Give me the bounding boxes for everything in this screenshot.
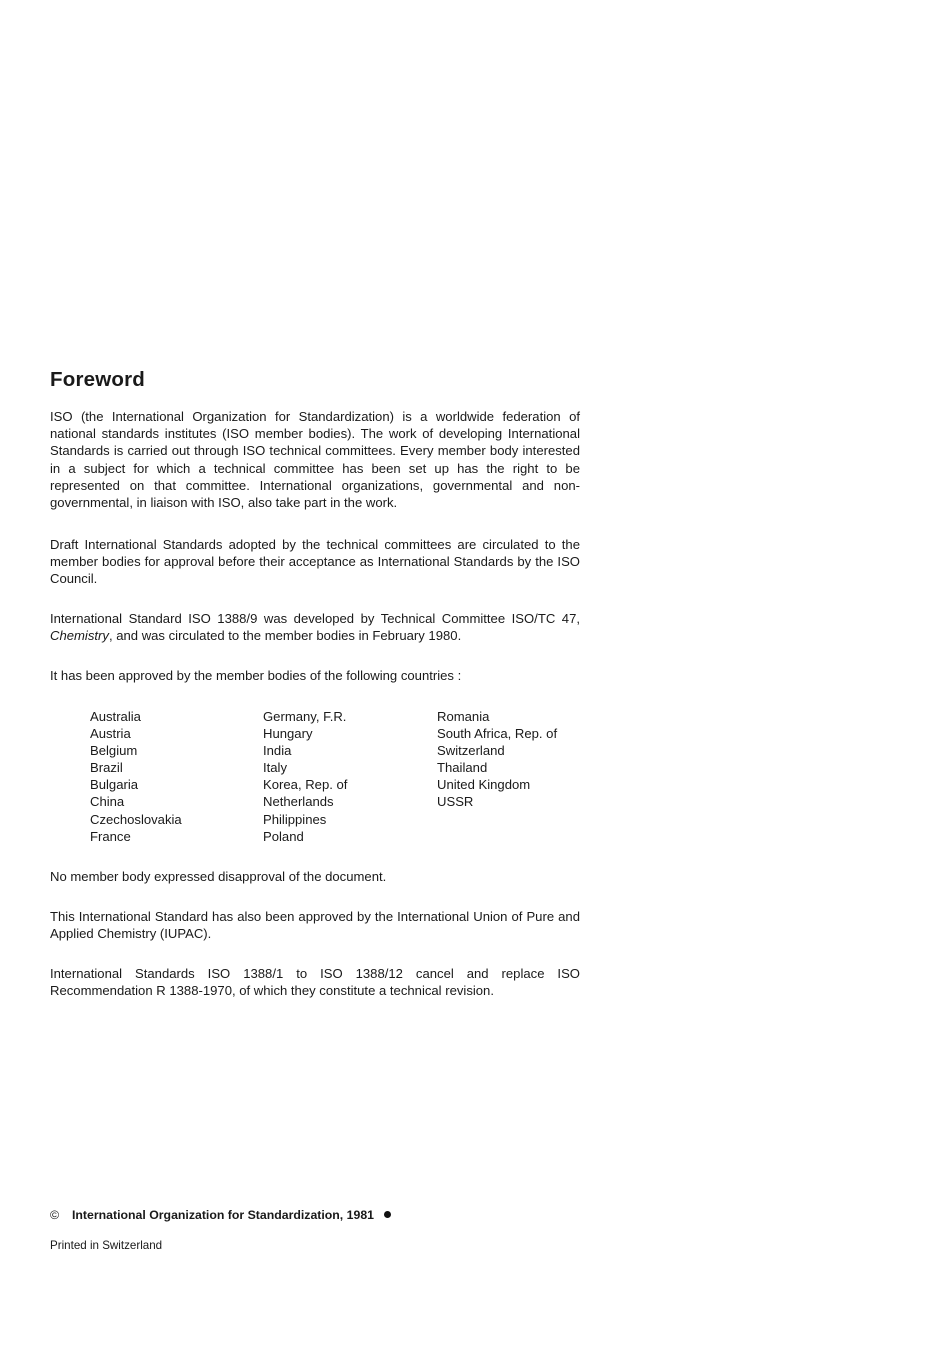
paragraph-development-text-2: , and was circulated to the member bodies in February 1980. [108,628,462,644]
country-item: Bulgaria [90,777,139,793]
country-item: USSR [437,794,474,810]
country-item: Poland [263,828,304,844]
paragraph-approval: It has been approved by the member bodies of the following countries : [50,668,462,683]
country-item: South Africa, Rep. of [437,726,558,742]
paragraph-draft-standards: Draft International Standards adopted by the technical committees are circulated to the member bodies for approval before their acceptance as International Standards by the ISO Council. [50,537,580,587]
country-column-2 [263,708,347,845]
country-item: Netherlands [263,794,334,810]
country-item: France [90,828,131,844]
country-item: Romania [437,709,490,724]
country-item: Belgium [90,743,138,759]
country-column-3 [437,708,557,811]
country-item: Australia [90,709,141,724]
copyright-line [50,1208,391,1223]
copyright-text: International Organization for Standardization, 1981 [72,1208,375,1222]
country-item: Czechoslovakia [90,811,182,827]
paragraph-iupac: This International Standard has also been approved by the International Union of Pure and Applied Chemistry (IUPAC). [50,909,580,942]
country-item: Switzerland [437,743,505,759]
paragraph-revision: International Standards ISO 1388/1 to ISO 1388/12 cancel and replace ISO Recommendation R 1388-1970, of which they constitute a technical revision. [50,966,580,999]
country-column-1 [90,708,182,845]
printed-in: Printed in Switzerland [50,1239,163,1252]
country-item: China [90,794,125,810]
country-item: Germany, F.R. [263,709,347,724]
bullet-icon [384,1211,391,1218]
country-item: Hungary [263,726,313,742]
country-item: Brazil [90,760,123,776]
page-title: Foreword [50,368,145,391]
country-item: United Kingdom [437,777,531,793]
country-item: India [263,743,292,759]
country-item: Austria [90,726,131,742]
paragraph-iso-intro: ISO (the International Organization for Standardization) is a worldwide federation of national standards institutes (ISO member bodies). The work of developing International Standards is carried out through ISO technical committees. Every member body interested in a subject for which a technical committee has been set up has the right to be represented on that committee. International organizations, governmental and non-governmental, in liaison with ISO, also take part in the work. [50,409,580,511]
country-item: Philippines [263,811,327,827]
paragraph-development [50,610,580,644]
copyright-icon: © [50,1208,60,1222]
paragraph-development-text-1: International Standard ISO 1388/9 was developed by Technical Committee ISO/TC 47, [50,611,580,626]
country-item: Thailand [437,760,488,776]
country-item: Korea, Rep. of [263,777,348,793]
country-item: Italy [263,760,288,776]
committee-name: Chemistry [50,628,109,644]
paragraph-no-disapproval: No member body expressed disapproval of the document. [50,869,387,884]
